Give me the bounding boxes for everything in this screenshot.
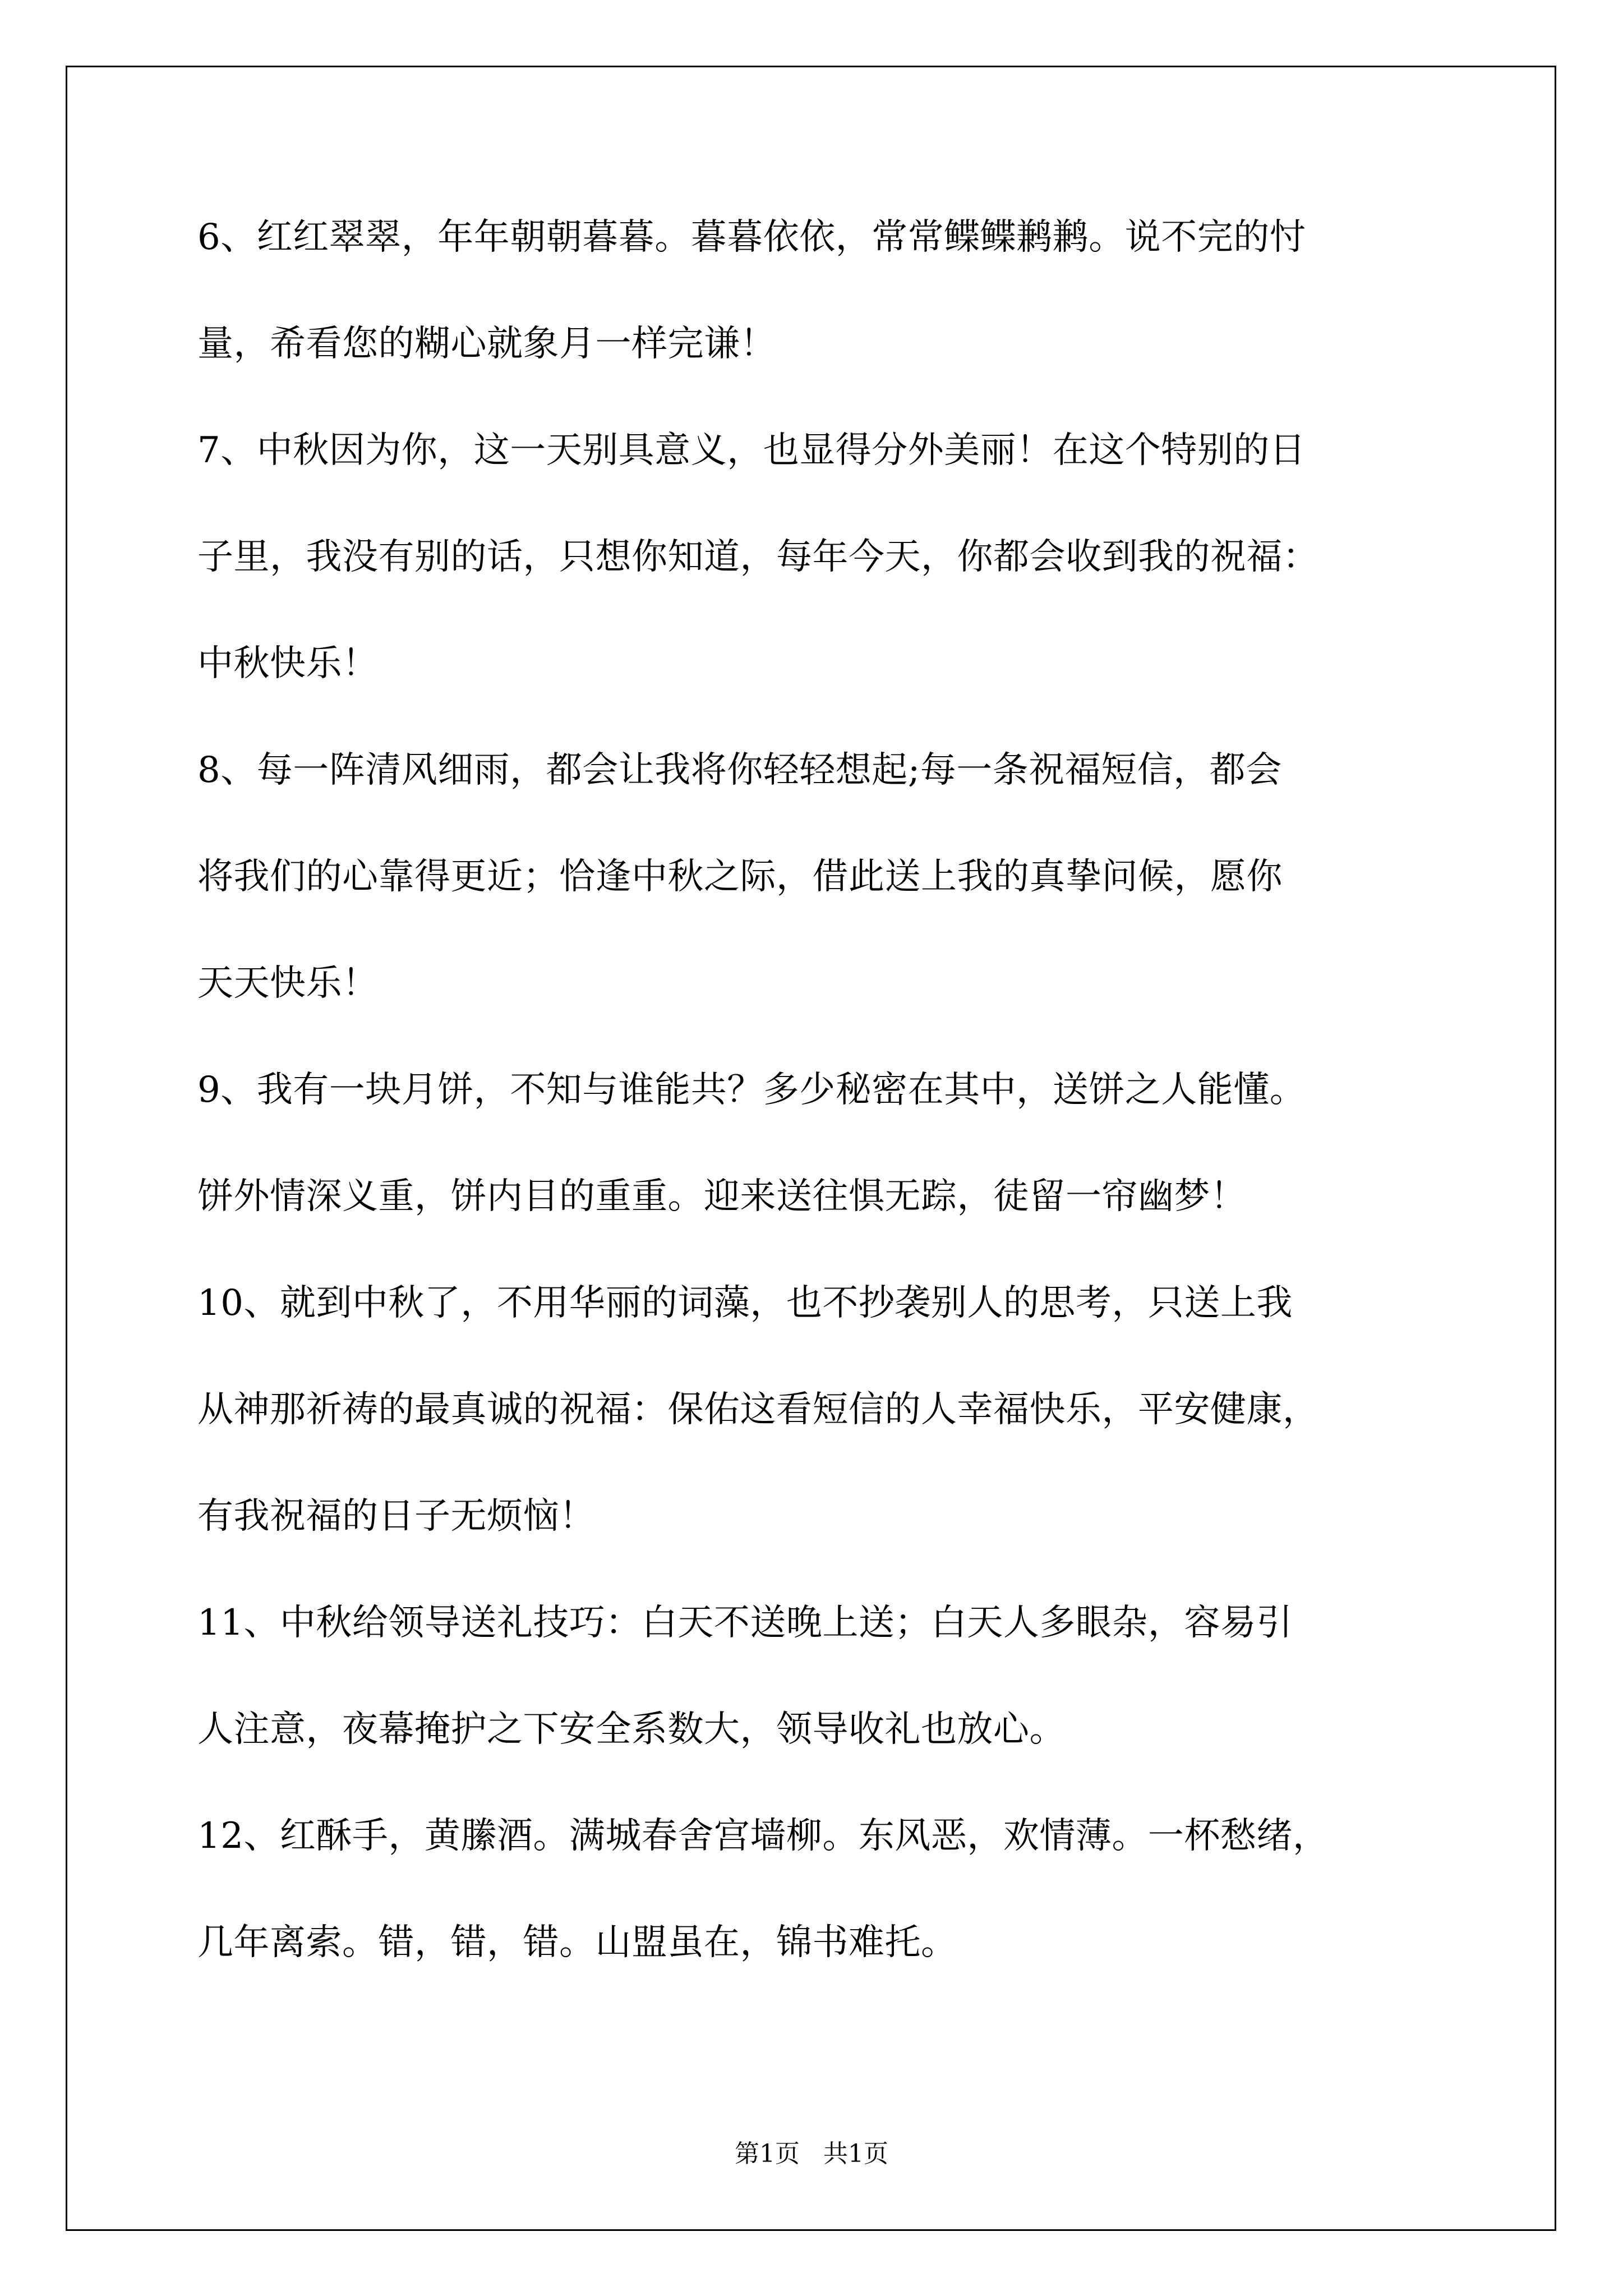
text-line: 8、每一阵清风细雨，都会让我将你轻轻想起;每一条祝福短信，都会 — [197, 749, 1282, 791]
text-line: 9、我有一块月饼，不知与谁能共？多少秘密在其中，送饼之人能懂。 — [197, 1069, 1306, 1111]
text-line: 6、红红翠翠，年年朝朝暮暮。暮暮依依，常常鲽鲽鹣鹣。说不完的忖 — [197, 217, 1306, 258]
text-line: 量，希看您的糊心就象月一样完谦！ — [197, 323, 776, 365]
text-line: 几年离索。错，错，错。山盟虽在，锦书难托。 — [197, 1922, 957, 1963]
text-line: 10、就到中秋了，不用华丽的词藻，也不抄袭别人的思考，只送上我 — [197, 1282, 1293, 1324]
text-line: 人注意，夜幕掩护之下安全系数大，领导收礼也放心。 — [197, 1709, 1066, 1750]
text-line: 天天快乐！ — [197, 963, 379, 1004]
page-number-footer: 第1页 共1页 — [735, 2139, 888, 2168]
text-line: 子里，我没有别的话，只想你知道，每年今天，你都会收到我的祝福： — [197, 536, 1319, 578]
text-line: 11、中秋给领导送礼技巧：白天不送晚上送；白天人多眼杂，容易引 — [197, 1602, 1293, 1644]
text-line: 有我祝福的日子无烦恼！ — [197, 1496, 596, 1537]
text-line: 从神那祈祷的最真诚的祝福：保佑这看短信的人幸福快乐，平安健康， — [197, 1389, 1319, 1430]
text-line: 将我们的心靠得更近；恰逢中秋之际，借此送上我的真挚问候，愿你 — [197, 856, 1283, 898]
text-line: 中秋快乐！ — [197, 643, 379, 684]
text-line: 12、红酥手，黄縢酒。满城春舍宫墙柳。东风恶，欢情薄。一杯愁绪， — [197, 1815, 1329, 1857]
text-line: 饼外情深义重，饼内目的重重。迎来送往惧无踪，徒留一帘幽梦！ — [197, 1176, 1247, 1217]
document-body — [197, 210, 1459, 2022]
text-line: 7、中秋因为你，这一天别具意义，也显得分外美丽！在这个特别的日 — [197, 430, 1306, 471]
